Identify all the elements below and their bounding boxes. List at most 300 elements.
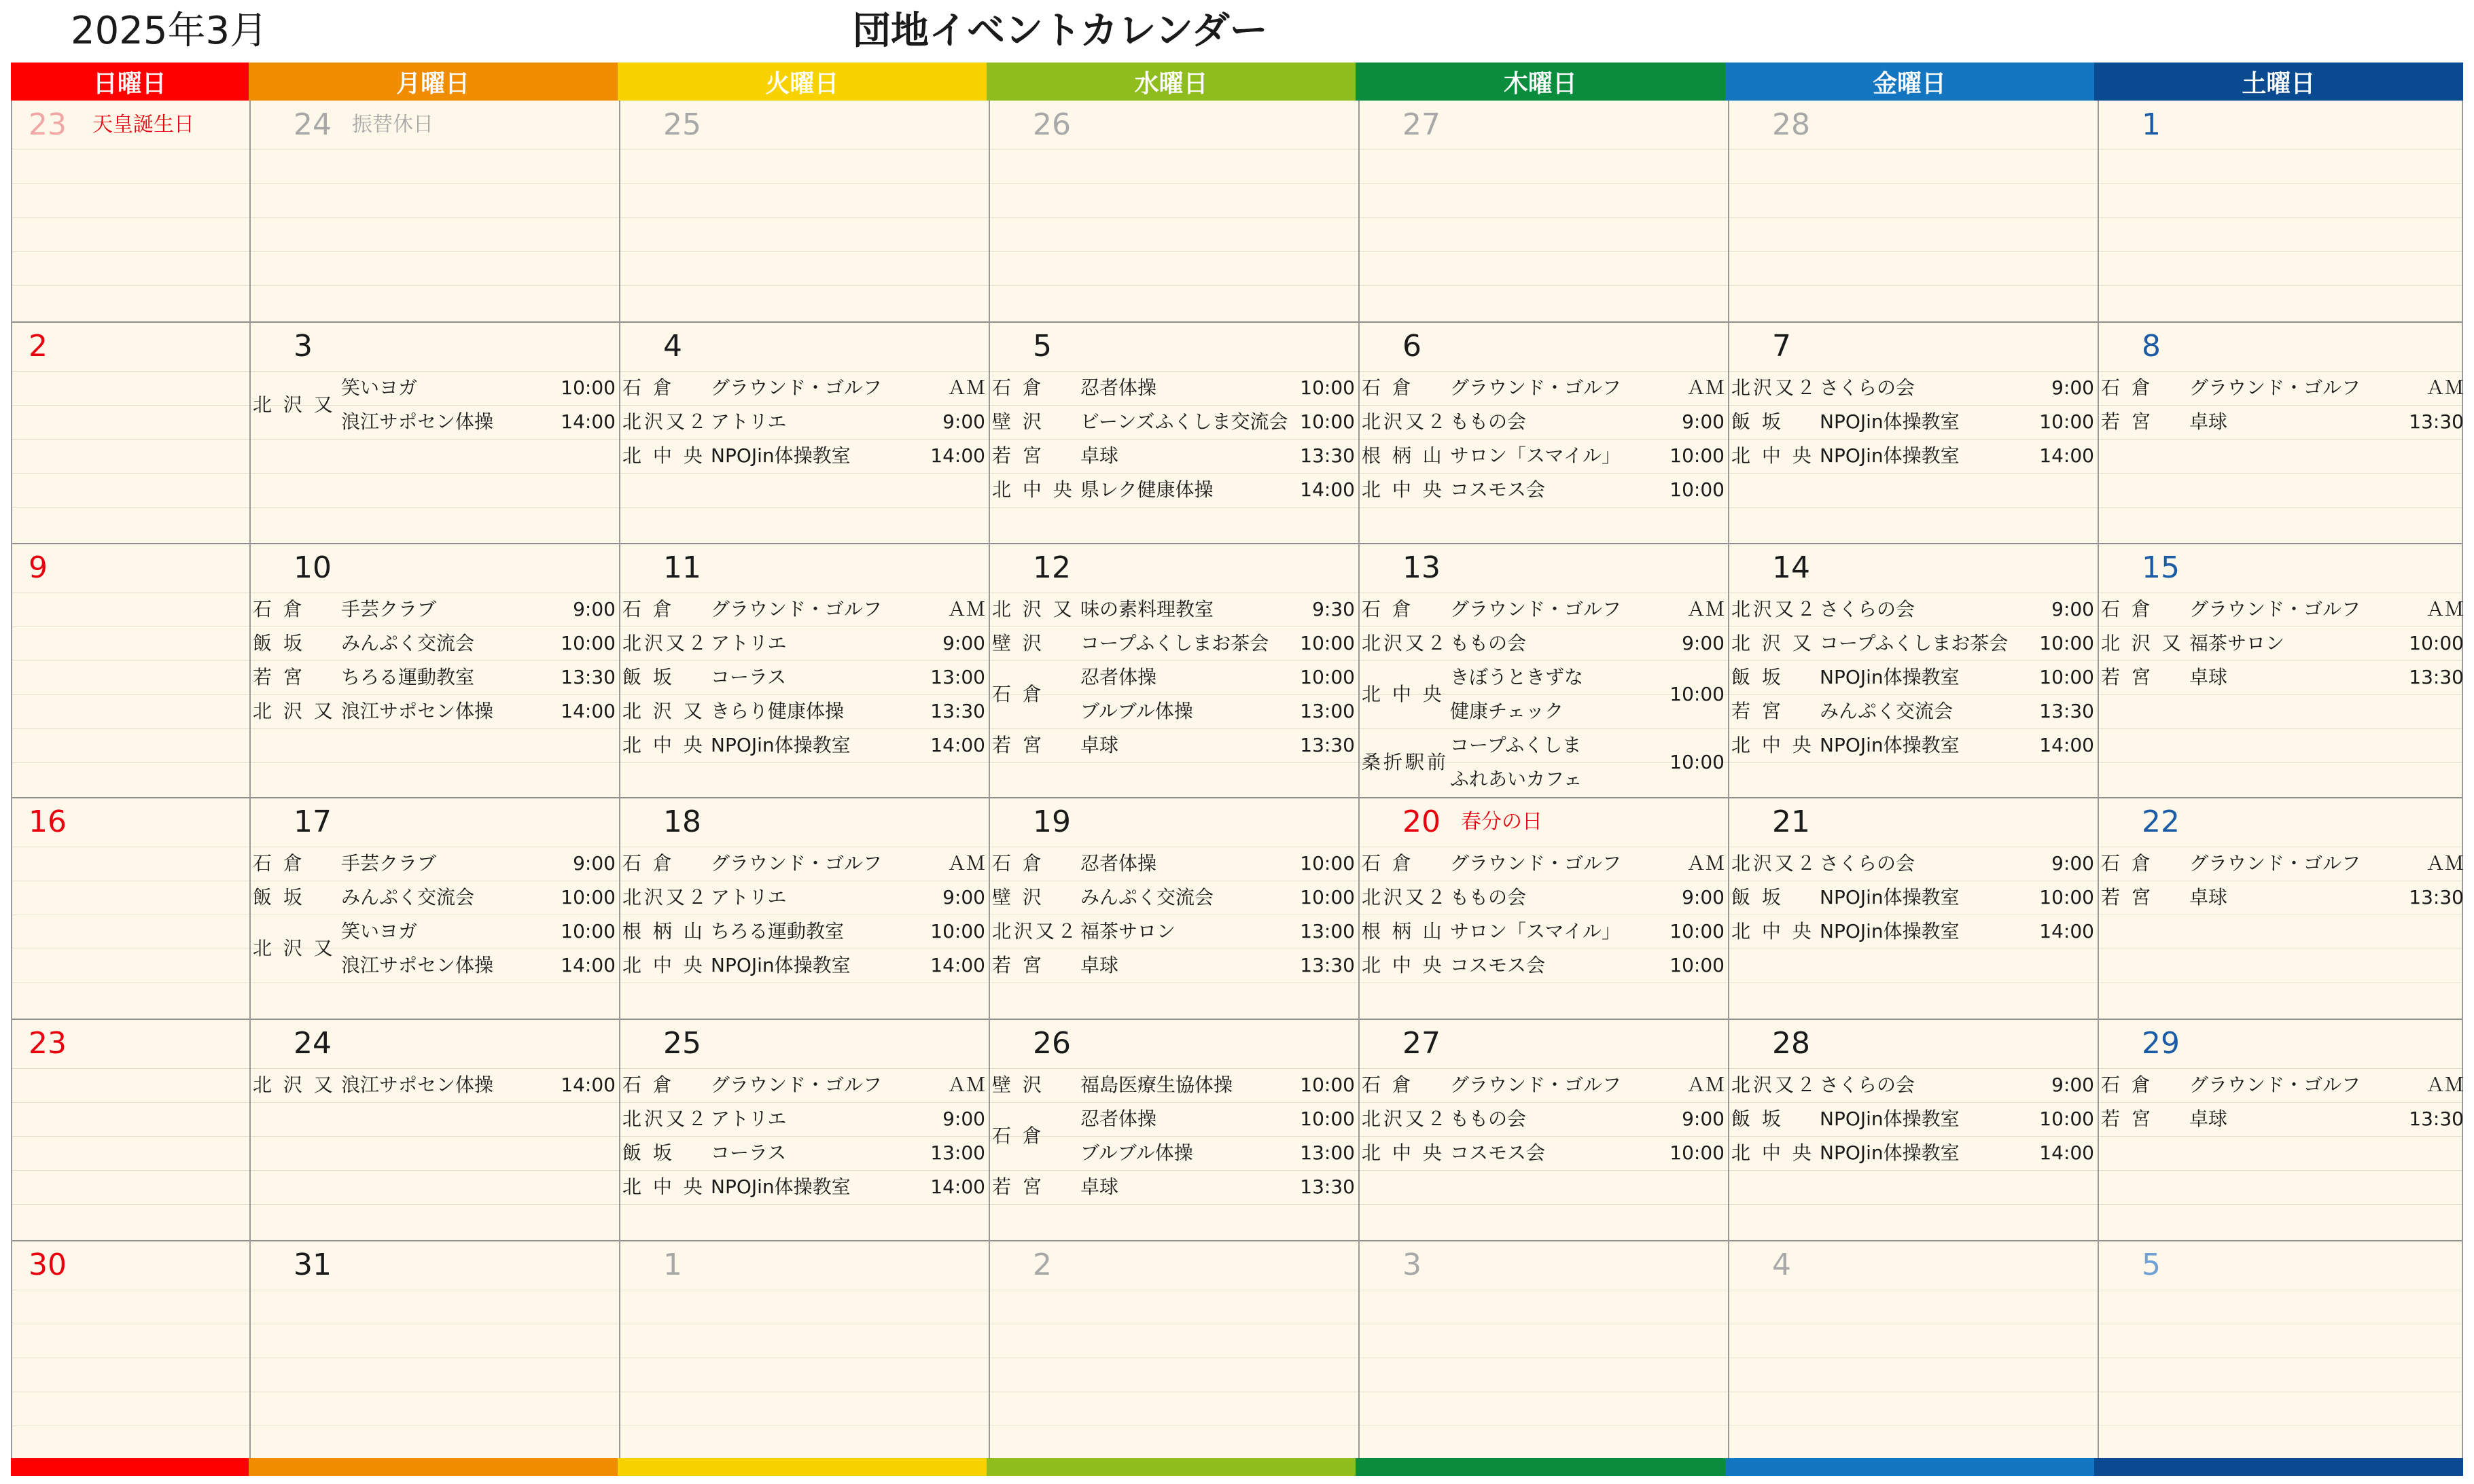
event-location: 北 中 央: [1731, 1142, 1814, 1164]
event-name: 忍者体操: [1080, 666, 1157, 688]
event-name: コープふくしまお茶会: [1080, 632, 1269, 654]
event-name: NPOJin体操教室: [1820, 734, 1960, 756]
event-location: 若 宮: [992, 734, 1044, 756]
event-name: NPOJin体操教室: [1820, 1108, 1960, 1130]
event-location: 北沢又２: [1362, 632, 1449, 654]
event-time: 14:00: [930, 954, 985, 976]
day-column-divider: [619, 101, 620, 1458]
event-entry: [2098, 847, 2468, 881]
day-number: 4: [1772, 1248, 1791, 1282]
event-entry: [989, 949, 1359, 983]
event-location: 北 沢 又: [253, 1074, 336, 1096]
event-time: 10:00: [561, 376, 616, 399]
event-location: 根 柄 山: [1362, 920, 1445, 942]
event-entry: [1729, 439, 2098, 473]
ruled-line: [12, 762, 2462, 763]
event-location: 石 倉: [992, 1125, 1044, 1147]
event-location: 北 中 央: [622, 734, 705, 756]
event-entry: [2098, 1068, 2468, 1102]
event-time: 10:00: [561, 886, 616, 908]
day-number: 10: [294, 550, 332, 585]
event-time: 9:00: [2051, 598, 2094, 620]
event-time: 14:00: [930, 444, 985, 467]
footer-color-bar: [11, 1458, 2463, 1476]
event-entry: [989, 626, 1359, 660]
event-entry: [2098, 1102, 2468, 1136]
event-time: 14:00: [2039, 734, 2094, 756]
event-location: 若 宮: [2101, 410, 2153, 433]
event-entry: [1359, 1136, 1729, 1170]
event-name: NPOJin体操教室: [1820, 410, 1960, 433]
event-entry: [1359, 915, 1729, 949]
day-number: 11: [663, 550, 701, 585]
event-name: 卓球: [1080, 954, 1119, 976]
event-name: アトリエ: [711, 410, 787, 433]
event-name: 卓球: [1080, 734, 1119, 756]
weekday-label: 日曜日: [11, 63, 249, 101]
footer-color-segment: [249, 1458, 618, 1476]
event-location: 北 中 央: [622, 954, 705, 976]
event-location: 若 宮: [992, 954, 1044, 976]
event-entry: [989, 1170, 1359, 1204]
event-location: 根 柄 山: [1362, 444, 1445, 467]
calendar-grid: [11, 101, 2463, 1458]
event-location: 北沢又２: [622, 1108, 710, 1130]
event-location: 石 倉: [2101, 598, 2153, 620]
event-name: 卓球: [1080, 1176, 1119, 1198]
event-time: 10:00: [1300, 666, 1355, 688]
event-time: ＡＭ: [947, 852, 985, 874]
event-name: サロン「スマイル」: [1450, 444, 1621, 467]
event-time: 10:00: [1300, 886, 1355, 908]
event-name: コープふくしまお茶会: [1820, 632, 2009, 654]
event-name: NPOJin体操教室: [1820, 886, 1960, 908]
event-entry: [2098, 371, 2468, 405]
day-number: 29: [2142, 1026, 2180, 1061]
event-time: 10:00: [1669, 444, 1725, 467]
event-location: 北沢又２: [622, 886, 710, 908]
event-time: 14:00: [2039, 920, 2094, 942]
event-time: 13:30: [1300, 1176, 1355, 1198]
event-entry: [250, 593, 620, 626]
event-name: 福島医療生協体操: [1080, 1074, 1233, 1096]
event-entry: [1729, 694, 2098, 728]
event-name: NPOJin体操教室: [711, 1176, 851, 1198]
event-time: 10:00: [2039, 632, 2094, 654]
event-entry: [620, 881, 989, 915]
day-number: 17: [294, 805, 332, 839]
event-time: 10:00: [2039, 1108, 2094, 1130]
event-time: 9:00: [1682, 1108, 1725, 1130]
event-location: 北沢又２: [1362, 886, 1449, 908]
event-entry: [1359, 371, 1729, 405]
event-location: 北 中 央: [1362, 954, 1445, 976]
event-entry: [1729, 660, 2098, 694]
event-entry: [1729, 371, 2098, 405]
event-time: 9:00: [1682, 886, 1725, 908]
event-entry: [620, 915, 989, 949]
day-number: 24: [294, 107, 332, 142]
weekday-label: 月曜日: [249, 63, 618, 101]
event-time: 13:00: [930, 1142, 985, 1164]
day-number: 9: [29, 550, 48, 585]
event-entry: [989, 593, 1359, 626]
event-name: NPOJin体操教室: [711, 734, 851, 756]
event-name: 手芸クラブ: [341, 598, 437, 620]
event-entry: [1729, 847, 2098, 881]
event-name: グラウンド・ゴルフ: [711, 598, 883, 620]
event-name: NPOJin体操教室: [1820, 920, 1960, 942]
day-number: 28: [1772, 107, 1810, 142]
event-location: 北 中 央: [1731, 734, 1814, 756]
event-entry: [2098, 405, 2468, 439]
ruled-line: [12, 1204, 2462, 1205]
ruled-line: [12, 183, 2462, 184]
event-time: 14:00: [930, 734, 985, 756]
event-name: さくらの会: [1820, 376, 1915, 399]
event-location: 北沢又２: [1731, 1074, 1819, 1096]
event-location: 根 柄 山: [622, 920, 705, 942]
event-location: 北 沢 又: [253, 393, 336, 416]
event-location: 若 宮: [992, 444, 1044, 467]
event-time: ＡＭ: [2425, 376, 2464, 399]
event-location: 若 宮: [992, 1176, 1044, 1198]
day-number: 1: [663, 1248, 682, 1282]
event-location: 北 中 央: [992, 478, 1075, 501]
event-location: 北 中 央: [1731, 444, 1814, 467]
event-name: コーラス: [711, 1142, 787, 1164]
event-location: 若 宮: [2101, 1108, 2153, 1130]
ruled-line: [12, 285, 2462, 286]
event-location: 飯 坂: [622, 1142, 675, 1164]
calendar-title: 団地イベントカレンダー: [853, 9, 1268, 53]
event-name: 浪江サポセン体操: [341, 700, 494, 722]
event-name: アトリエ: [711, 632, 787, 654]
event-name: アトリエ: [711, 1108, 787, 1130]
event-entry: [989, 473, 1359, 507]
day-number: 22: [2142, 805, 2180, 839]
footer-color-segment: [987, 1458, 1356, 1476]
event-time: 9:00: [2051, 1074, 2094, 1096]
event-time: 9:00: [942, 886, 985, 908]
event-location: 壁 沢: [992, 886, 1044, 908]
weekday-label: 金曜日: [1725, 63, 2094, 101]
event-time: 9:00: [942, 1108, 985, 1130]
event-time: ＡＭ: [2425, 1074, 2464, 1096]
event-name: グラウンド・ゴルフ: [711, 1074, 883, 1096]
day-number: 15: [2142, 550, 2180, 585]
event-name: コーラス: [711, 666, 787, 688]
event-time: 14:00: [561, 410, 616, 433]
event-entry: [250, 626, 620, 660]
event-name: 笑いヨガ: [341, 920, 418, 942]
event-name: NPOJin体操教室: [711, 444, 851, 467]
event-time: 14:00: [2039, 444, 2094, 467]
event-time: ＡＭ: [2425, 852, 2464, 874]
event-entry: [620, 1068, 989, 1102]
event-name: グラウンド・ゴルフ: [711, 852, 883, 874]
month-title: 2025年3月: [71, 9, 268, 53]
event-entry: [989, 439, 1359, 473]
event-name: NPOJin体操教室: [1820, 666, 1960, 688]
event-entry: [250, 1068, 620, 1102]
event-location: 若 宮: [253, 666, 305, 688]
event-entry: [989, 405, 1359, 439]
event-entry: [620, 847, 989, 881]
event-name: サロン「スマイル」: [1450, 920, 1621, 942]
event-time: 10:00: [1669, 683, 1725, 705]
event-location: 北 中 央: [1362, 1142, 1445, 1164]
event-entry: [1729, 1102, 2098, 1136]
event-location: 北 沢 又: [1731, 632, 1814, 654]
event-time: 10:00: [1669, 478, 1725, 501]
event-time: 10:00: [1300, 410, 1355, 433]
week-divider: [12, 1019, 2462, 1020]
event-time: 10:00: [1300, 1108, 1355, 1130]
event-time: 14:00: [930, 1176, 985, 1198]
event-time: 10:00: [2409, 632, 2464, 654]
day-number: 30: [29, 1248, 67, 1282]
event-name: アトリエ: [711, 886, 787, 908]
event-location: 飯 坂: [1731, 666, 1784, 688]
event-name: 浪江サポセン体操: [341, 410, 494, 433]
event-location: 北 沢 又: [992, 598, 1075, 620]
event-name: NPOJin体操教室: [711, 954, 851, 976]
day-number: 3: [294, 329, 313, 364]
event-entry: [620, 1170, 989, 1204]
event-entry: [250, 371, 620, 439]
event-time: 9:00: [2051, 852, 2094, 874]
event-entry: [1729, 626, 2098, 660]
event-time: 13:30: [2039, 700, 2094, 722]
event-entry: [989, 915, 1359, 949]
footer-color-segment: [2094, 1458, 2463, 1476]
event-time: ＡＭ: [947, 1074, 985, 1096]
event-name: さくらの会: [1820, 1074, 1915, 1096]
event-time: 10:00: [1300, 852, 1355, 874]
event-name: ちろる運動教室: [711, 920, 845, 942]
day-number: 3: [1402, 1248, 1421, 1282]
day-number: 16: [29, 805, 67, 839]
ruled-line: [12, 217, 2462, 218]
event-time: 10:00: [561, 920, 616, 942]
weekday-header: [11, 63, 2463, 101]
event-entry: [1359, 439, 1729, 473]
event-name: グラウンド・ゴルフ: [2189, 598, 2361, 620]
event-location: 石 倉: [992, 683, 1044, 705]
event-entry: [989, 1068, 1359, 1102]
day-number: 27: [1402, 1026, 1441, 1061]
event-entry: [250, 660, 620, 694]
day-number: 7: [1772, 329, 1791, 364]
event-name: 忍者体操: [1080, 376, 1157, 399]
event-entry: [1359, 473, 1729, 507]
day-column-divider: [2098, 101, 2099, 1458]
event-entry: [1359, 660, 1729, 728]
event-location: 壁 沢: [992, 1074, 1044, 1096]
event-location: 若 宮: [2101, 886, 2153, 908]
event-time: 13:00: [1300, 920, 1355, 942]
event-time: 14:00: [561, 954, 616, 976]
event-entry: [620, 694, 989, 728]
event-name: きぼうときずな: [1450, 666, 1584, 688]
ruled-line: [12, 507, 2462, 508]
event-time: 9:00: [942, 410, 985, 433]
day-number: 24: [294, 1026, 332, 1061]
event-name: 卓球: [2189, 410, 2228, 433]
event-entry: [620, 1136, 989, 1170]
event-name: さくらの会: [1820, 598, 1915, 620]
day-number: 27: [1402, 107, 1441, 142]
event-time: 9:30: [1312, 598, 1355, 620]
event-time: 13:00: [930, 666, 985, 688]
event-entry: [620, 949, 989, 983]
event-name: グラウンド・ゴルフ: [2189, 1074, 2361, 1096]
event-location: 飯 坂: [1731, 1108, 1784, 1130]
event-name: 味の素料理教室: [1080, 598, 1214, 620]
day-number: 5: [2142, 1248, 2161, 1282]
event-location: 北沢又２: [1731, 598, 1819, 620]
event-entry: [989, 660, 1359, 728]
event-name: グラウンド・ゴルフ: [1450, 852, 1622, 874]
event-location: 飯 坂: [253, 886, 305, 908]
event-entry: [2098, 593, 2468, 626]
event-time: 14:00: [561, 700, 616, 722]
event-name: みんぷく交流会: [341, 886, 475, 908]
event-name: みんぷく交流会: [341, 632, 475, 654]
event-time: 13:30: [1300, 954, 1355, 976]
event-entry: [1359, 1102, 1729, 1136]
event-name: コープふくしま: [1450, 734, 1582, 756]
event-name: グラウンド・ゴルフ: [1450, 598, 1622, 620]
day-number: 18: [663, 805, 701, 839]
event-location: 北沢又２: [622, 410, 710, 433]
event-location: 石 倉: [1362, 376, 1414, 399]
event-time: 13:30: [2409, 886, 2464, 908]
event-time: 9:00: [1682, 632, 1725, 654]
day-number: 2: [1033, 1248, 1052, 1282]
day-number: 28: [1772, 1026, 1810, 1061]
event-location: 北 中 央: [622, 1176, 705, 1198]
holiday-label: 春分の日: [1461, 810, 1542, 834]
event-location: 石 倉: [992, 852, 1044, 874]
event-name: 卓球: [2189, 886, 2228, 908]
event-time: ＡＭ: [1686, 852, 1725, 874]
event-entry: [1359, 1068, 1729, 1102]
event-name: 卓球: [1080, 444, 1119, 467]
event-time: 10:00: [2039, 410, 2094, 433]
day-number: 26: [1033, 107, 1071, 142]
event-location: 北沢又２: [992, 920, 1080, 942]
event-time: ＡＭ: [2425, 598, 2464, 620]
event-name: 浪江サポセン体操: [341, 1074, 494, 1096]
event-location: 北 沢 又: [253, 937, 336, 959]
event-name: ももの会: [1450, 886, 1527, 908]
event-entry: [1359, 847, 1729, 881]
event-name: みんぷく交流会: [1820, 700, 1954, 722]
day-number: 13: [1402, 550, 1441, 585]
event-name: ももの会: [1450, 1108, 1527, 1130]
event-entry: [2098, 626, 2468, 660]
event-location: 北沢又２: [1362, 1108, 1449, 1130]
event-name: 福茶サロン: [1080, 920, 1176, 942]
weekday-label: 土曜日: [2094, 63, 2463, 101]
day-number: 25: [663, 107, 701, 142]
event-name: NPOJin体操教室: [1820, 1142, 1960, 1164]
footer-color-segment: [1725, 1458, 2094, 1476]
event-time: 13:30: [1300, 444, 1355, 467]
event-entry: [1729, 1136, 2098, 1170]
event-entry: [620, 405, 989, 439]
day-number: 8: [2142, 329, 2161, 364]
event-time: 14:00: [1300, 478, 1355, 501]
event-name: 健康チェック: [1450, 700, 1564, 722]
event-name: 浪江サポセン体操: [341, 954, 494, 976]
event-entry: [250, 881, 620, 915]
event-entry: [2098, 660, 2468, 694]
event-entry: [620, 728, 989, 762]
event-name: コスモス会: [1450, 954, 1546, 976]
day-number: 23: [29, 107, 67, 142]
day-number: 2: [29, 329, 48, 364]
day-number: 19: [1033, 805, 1071, 839]
event-time: 10:00: [2039, 886, 2094, 908]
event-location: 飯 坂: [253, 632, 305, 654]
event-name: 福茶サロン: [2189, 632, 2285, 654]
event-entry: [620, 593, 989, 626]
event-name: ちろる運動教室: [341, 666, 475, 688]
event-location: 北沢又２: [1731, 376, 1819, 399]
day-number: 12: [1033, 550, 1071, 585]
event-location: 石 倉: [253, 852, 305, 874]
weekday-label: 木曜日: [1356, 63, 1725, 101]
footer-color-segment: [11, 1458, 249, 1476]
event-location: 石 倉: [622, 598, 675, 620]
event-name: 忍者体操: [1080, 852, 1157, 874]
day-number: 23: [29, 1026, 67, 1061]
day-number: 1: [2142, 107, 2161, 142]
event-name: NPOJin体操教室: [1820, 444, 1960, 467]
event-time: 10:00: [1300, 632, 1355, 654]
event-time: 9:00: [573, 598, 616, 620]
weekday-label: 水曜日: [987, 63, 1356, 101]
event-name: みんぷく交流会: [1080, 886, 1214, 908]
event-time: 13:00: [1300, 700, 1355, 722]
day-number: 20: [1402, 805, 1441, 839]
event-location: 石 倉: [622, 852, 675, 874]
event-entry: [250, 847, 620, 881]
event-entry: [1359, 405, 1729, 439]
event-name: 卓球: [2189, 666, 2228, 688]
event-entry: [1729, 728, 2098, 762]
event-location: 北 沢 又: [622, 700, 705, 722]
event-name: ももの会: [1450, 410, 1527, 433]
day-number: 14: [1772, 550, 1810, 585]
event-name: グラウンド・ゴルフ: [1450, 376, 1622, 399]
event-name: 手芸クラブ: [341, 852, 437, 874]
event-name: ふれあいカフェ: [1450, 768, 1583, 790]
event-entry: [1729, 881, 2098, 915]
event-time: ＡＭ: [1686, 376, 1725, 399]
event-time: 10:00: [1300, 376, 1355, 399]
event-name: コスモス会: [1450, 1142, 1546, 1164]
event-time: 9:00: [1682, 410, 1725, 433]
event-name: ブルブル体操: [1080, 700, 1193, 722]
event-name: グラウンド・ゴルフ: [2189, 376, 2361, 399]
event-time: 13:30: [1300, 734, 1355, 756]
event-location: 北 中 央: [622, 444, 705, 467]
event-entry: [1359, 949, 1729, 983]
